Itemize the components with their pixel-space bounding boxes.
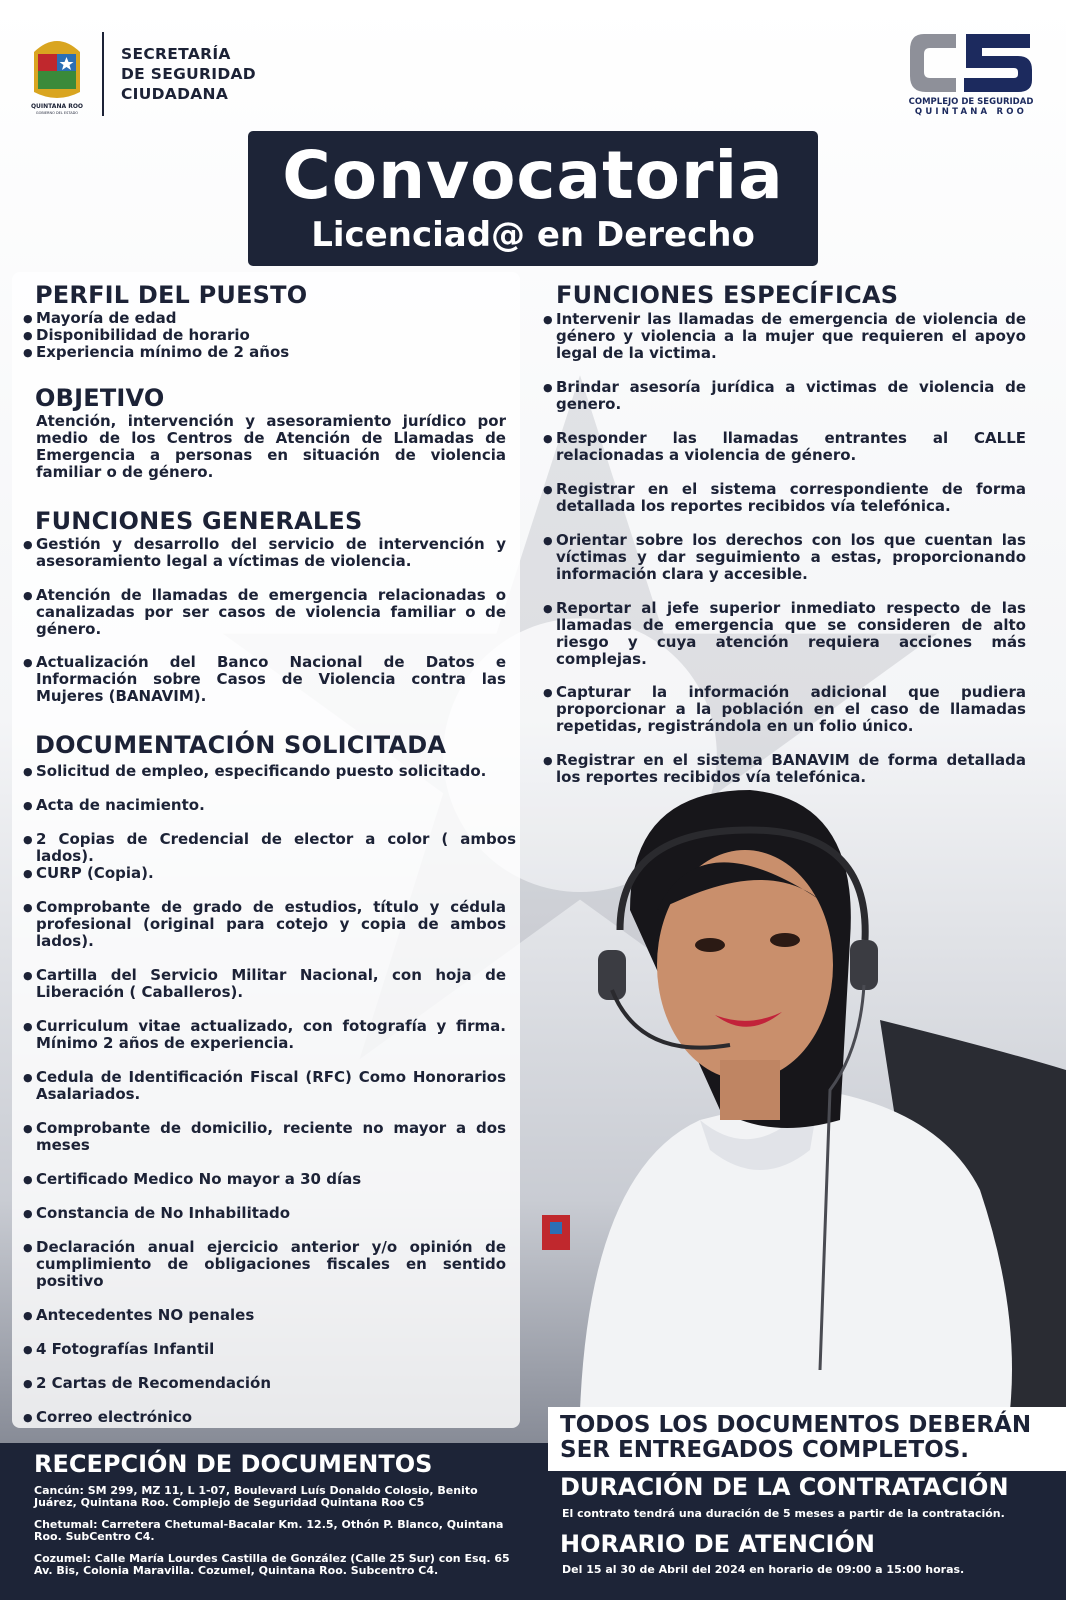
horario-title: HORARIO DE ATENCIÓN xyxy=(560,1530,875,1558)
funcion-general-item: ● Gestión y desarrollo del servicio de intervención y asesoramiento legal a víctimas de violencia. xyxy=(36,536,506,570)
c5-caption-line-1: COMPLEJO DE SEGURIDAD xyxy=(908,97,1034,107)
documento-item: ● 2 Cartas de Recomendación xyxy=(36,1375,506,1392)
funcion-especifica-item: ● Registrar en el sistema correspondiente de forma detallada los reportes recibidos vía telefónica. xyxy=(556,481,1026,515)
recepcion-title: RECEPCIÓN DE DOCUMENTOS xyxy=(34,1450,433,1478)
operator-photo xyxy=(520,790,1066,1410)
documento-item: ● Acta de nacimiento. xyxy=(36,797,506,814)
documento-item: ● CURP (Copia). xyxy=(36,865,506,882)
aviso-text xyxy=(560,1413,1031,1463)
documento-item: ● Declaración anual ejercicio anterior y/o opinión de cumplimiento de obligaciones fiscales en sentido positivo xyxy=(36,1239,506,1290)
seal-caption: QUINTANA ROO xyxy=(30,103,84,110)
funcion-especifica-item: ● Brindar asesoría jurídica a victimas de violencia de genero. xyxy=(556,379,1026,413)
perfil-item: ● Mayoría de edad xyxy=(36,310,496,327)
address-cozumel: Cozumel: Calle María Lourdes Castilla de González (Calle 25 Sur) con Esq. 65 Av. Bis, Colonia Maravilla. Cozumel, Quintana Roo. Subcentro C4. xyxy=(34,1552,510,1577)
perfil-title: PERFIL DEL PUESTO xyxy=(35,281,308,309)
seal-subcaption: GOBIERNO DEL ESTADO xyxy=(35,111,79,115)
objetivo-title: OBJETIVO xyxy=(35,384,165,412)
header xyxy=(0,0,1066,130)
funcion-especifica-item: ● Registrar en el sistema BANAVIM de forma detallada los reportes recibidos vía telefónica. xyxy=(556,752,1026,786)
aviso-line-2: SER ENTREGADOS COMPLETOS. xyxy=(560,1437,970,1463)
documento-item: ● Constancia de No Inhabilitado xyxy=(36,1205,506,1222)
documento-item: ● Certificado Medico No mayor a 30 días xyxy=(36,1171,506,1188)
perfil-item: ● Disponibilidad de horario xyxy=(36,327,496,344)
funciones-especificas-title: FUNCIONES ESPECÍFICAS xyxy=(556,281,899,309)
address-chetumal: Chetumal: Carretera Chetumal-Bacalar Km. 12.5, Othón P. Blanco, Quintana Roo. SubCentro C4. xyxy=(34,1518,504,1543)
title-banner xyxy=(248,131,818,266)
funcion-especifica-item: ● Responder las llamadas entrantes al CALLE relacionadas a violencia de género. xyxy=(556,430,1026,464)
documento-item: ● Correo electrónico xyxy=(36,1409,506,1426)
horario-text: Del 15 al 30 de Abril del 2024 en horario de 09:00 a 15:00 horas. xyxy=(562,1563,965,1576)
documento-item: ● Comprobante de grado de estudios, título y cédula profesional (original para cotejo y copia de ambos lados). xyxy=(36,899,506,950)
documento-item: ● Antecedentes NO penales xyxy=(36,1307,506,1324)
funcion-especifica-item: ● Capturar la información adicional que pudiera proporcionar a la población en el caso de llamadas repetidas, registrándola en un folio único. xyxy=(556,684,1026,735)
page-subtitle: Licenciad@ en Derecho xyxy=(311,215,755,255)
state-seal-icon xyxy=(28,30,86,116)
documentacion-title: DOCUMENTACIÓN SOLICITADA xyxy=(35,731,447,759)
aviso-line-1: TODOS LOS DOCUMENTOS DEBERÁN xyxy=(560,1412,1032,1438)
page-title: Convocatoria xyxy=(282,137,784,214)
objetivo-text: Atención, intervención y asesoramiento jurídico por medio de los Centros de Atención de Llamadas de Emergencia a personas en situación de violencia familiar o de género. xyxy=(36,412,506,481)
documento-item: ● 4 Fotografías Infantil xyxy=(36,1341,506,1358)
documento-item: ● Solicitud de empleo, especificando puesto solicitado. xyxy=(36,763,506,780)
funcion-general-item: ● Actualización del Banco Nacional de Datos e Información sobre Casos de Violencia contra las Mujeres (BANAVIM). xyxy=(36,654,506,705)
address-cancun: Cancún: SM 299, MZ 11, L 1-07, Boulevard Luís Donaldo Colosio, Benito Juárez, Quintana Roo. Complejo de Seguridad Quintana Roo C5 xyxy=(34,1484,478,1509)
header-divider xyxy=(102,32,104,116)
duracion-title: DURACIÓN DE LA CONTRATACIÓN xyxy=(560,1473,1009,1501)
secretaria-line-1: SECRETARÍA xyxy=(121,45,231,63)
secretaria-line-2: DE SEGURIDAD xyxy=(121,65,256,83)
funcion-especifica-item: ● Orientar sobre los derechos con los que cuentan las víctimas y dar seguimiento a estas, proporcionando información clara y accesible. xyxy=(556,532,1026,583)
duracion-text: El contrato tendrá una duración de 5 meses a partir de la contratación. xyxy=(562,1507,1005,1520)
documento-item: ● Comprobante de domicilio, reciente no mayor a dos meses xyxy=(36,1120,506,1154)
funcion-especifica-item: ● Intervenir las llamadas de emergencia de violencia de género y violencia a la mujer que requieren el apoyo legal de la victima. xyxy=(556,311,1026,362)
documento-item: ● 2 Copias de Credencial de elector a color ( ambos lados). xyxy=(36,831,516,865)
c5-caption-line-2: QUINTANA ROO xyxy=(914,107,1028,117)
documento-item: ● Cedula de Identificación Fiscal (RFC) Como Honorarios Asalariados. xyxy=(36,1069,506,1103)
documento-item: ● Cartilla del Servicio Militar Nacional, con hoja de Liberación ( Caballeros). xyxy=(36,967,506,1001)
secretaria-line-3: CIUDADANA xyxy=(121,85,229,103)
funcion-especifica-item: ● Reportar al jefe superior inmediato respecto de las llamadas de emergencia que se consideren de alto riesgo y cuya atención requiera acciones más complejas. xyxy=(556,600,1026,668)
secretaria-name xyxy=(121,44,256,104)
funcion-general-item: ● Atención de llamadas de emergencia relacionadas o canalizadas por ser casos de violencia familiar o de género. xyxy=(36,587,506,638)
documento-item: ● Curriculum vitae actualizado, con fotografía y firma. Mínimo 2 años de experiencia. xyxy=(36,1018,506,1052)
funciones-generales-title: FUNCIONES GENERALES xyxy=(35,507,363,535)
perfil-item: ● Experiencia mínimo de 2 años xyxy=(36,344,496,361)
